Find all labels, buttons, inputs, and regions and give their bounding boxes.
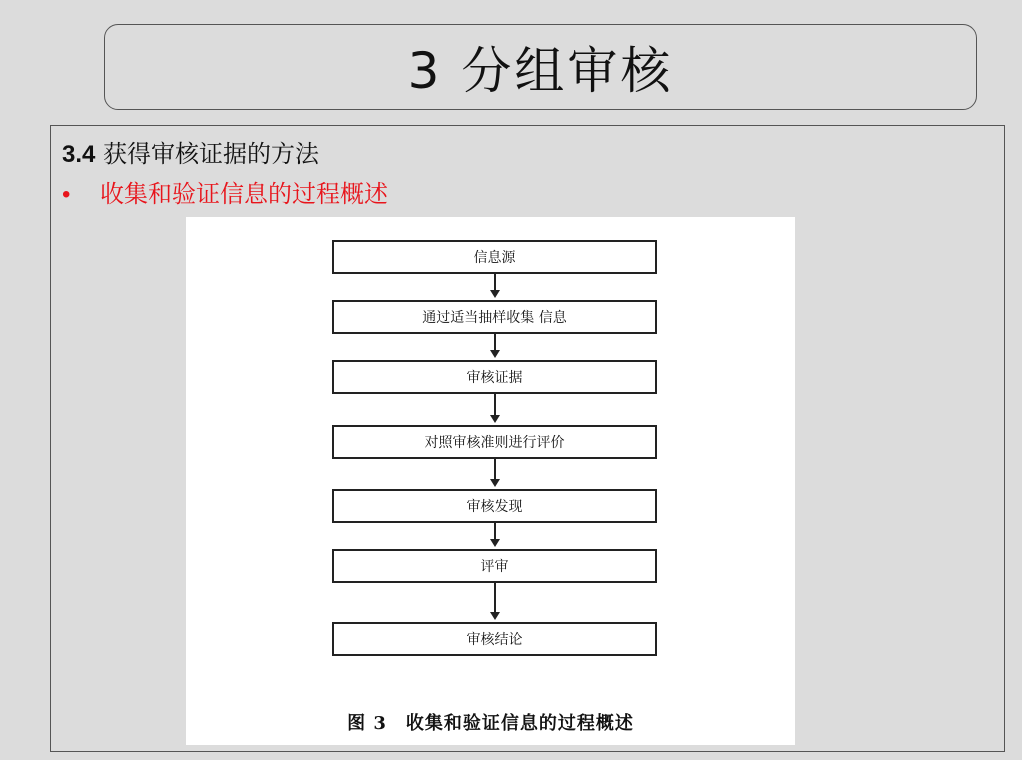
flow-arrowhead-6: [490, 612, 500, 620]
flow-step-2: 通过适当抽样收集 信息: [332, 300, 657, 334]
section-heading: [62, 134, 319, 169]
bullet-marker: •: [62, 181, 71, 208]
flow-arrowhead-5: [490, 539, 500, 547]
flow-step-6: 评审: [332, 549, 657, 583]
flow-step-7: 审核结论: [332, 622, 657, 656]
flowchart-figure: [186, 217, 795, 745]
flow-step-4: 对照审核准则进行评价: [332, 425, 657, 459]
flow-step-1: 信息源: [332, 240, 657, 274]
flow-arrowhead-4: [490, 479, 500, 487]
slide-title: 3 分组审核: [407, 42, 674, 100]
flow-arrow-6: [494, 583, 496, 614]
flow-arrowhead-1: [490, 290, 500, 298]
bullet-text: 收集和验证信息的过程概述: [100, 180, 388, 208]
flow-arrowhead-2: [490, 350, 500, 358]
figure-caption: 图 3 收集和验证信息的过程概述: [347, 713, 634, 734]
slide-title-box: [104, 24, 977, 110]
content-panel: [50, 125, 1005, 752]
flow-arrow-3: [494, 394, 496, 417]
flow-step-3: 审核证据: [332, 360, 657, 394]
section-number: 3.4: [62, 141, 96, 168]
flow-arrow-4: [494, 459, 496, 481]
section-title: 获得审核证据的方法: [103, 140, 320, 168]
flow-arrowhead-3: [490, 415, 500, 423]
bullet-item: [62, 174, 388, 209]
flow-step-5: 审核发现: [332, 489, 657, 523]
